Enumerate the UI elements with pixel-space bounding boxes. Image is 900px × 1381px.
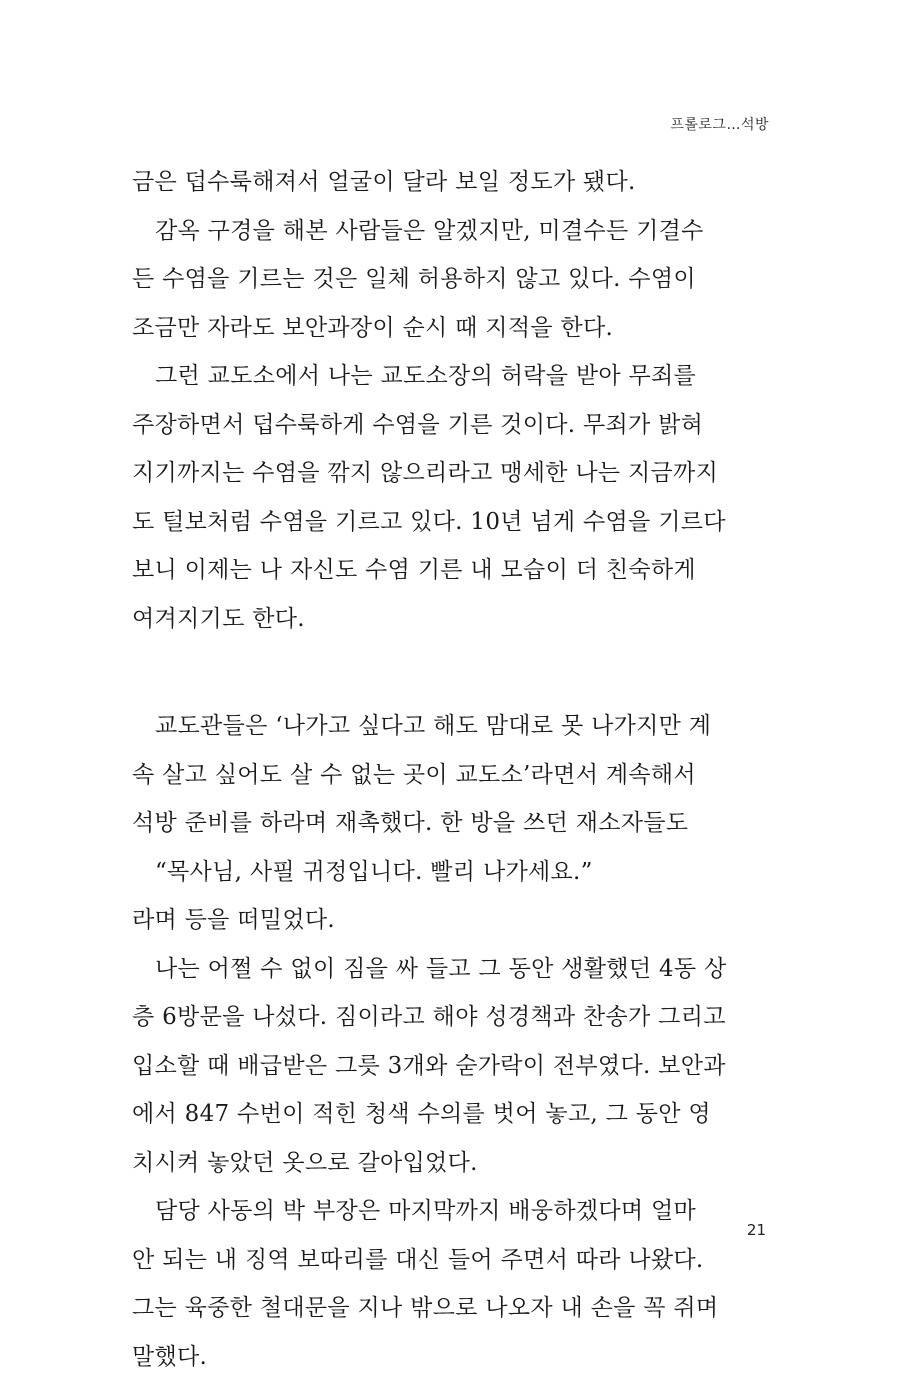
text-line: “목사님, 사필 귀정입니다. 빨리 나가세요.” <box>132 848 772 897</box>
text-line: 금은 덥수룩해져서 얼굴이 달라 보일 정도가 됐다. <box>132 158 772 207</box>
text-line: 그런 교도소에서 나는 교도소장의 허락을 받아 무죄를 <box>132 352 772 401</box>
body-text <box>132 158 772 1381</box>
running-header: 프롤로그…석방 <box>670 114 769 134</box>
page-number: 21 <box>747 1221 766 1239</box>
text-line: 보니 이제는 나 자신도 수염 기른 내 모습이 더 친숙하게 <box>132 546 772 595</box>
text-line: 여겨지기도 한다. <box>132 595 772 644</box>
text-line: 치시켜 놓았던 옷으로 갈아입었다. <box>132 1139 772 1188</box>
text-line: 안 되는 내 징역 보따리를 대신 들어 주면서 따라 나왔다. <box>132 1236 772 1285</box>
text-line: 입소할 때 배급받은 그릇 3개와 숟가락이 전부였다. 보안과 <box>132 1042 772 1091</box>
text-line: 든 수염을 기르는 것은 일체 허용하지 않고 있다. 수염이 <box>132 255 772 304</box>
text-line: 지기까지는 수염을 깎지 않으리라고 맹세한 나는 지금까지 <box>132 449 772 498</box>
text-line: 라며 등을 떠밀었다. <box>132 896 772 945</box>
text-line: 층 6방문을 나섰다. 짐이라고 해야 성경책과 찬송가 그리고 <box>132 993 772 1042</box>
section-gap <box>132 643 772 702</box>
text-line: 석방 준비를 하라며 재촉했다. 한 방을 쓰던 재소자들도 <box>132 799 772 848</box>
text-line: 교도관들은 ‘나가고 싶다고 해도 맘대로 못 나가지만 계 <box>132 702 772 751</box>
text-line: 도 털보처럼 수염을 기르고 있다. 10년 넘게 수염을 기르다 <box>132 498 772 547</box>
text-line: 주장하면서 덥수룩하게 수염을 기른 것이다. 무죄가 밝혀 <box>132 401 772 450</box>
text-line: 조금만 자라도 보안과장이 순시 때 지적을 한다. <box>132 304 772 353</box>
text-line: 그는 육중한 철대문을 지나 밖으로 나오자 내 손을 꼭 쥐며 <box>132 1284 772 1333</box>
text-line: 나는 어쩔 수 없이 짐을 싸 들고 그 동안 생활했던 4동 상 <box>132 945 772 994</box>
text-line: 속 살고 싶어도 살 수 없는 곳이 교도소’라면서 계속해서 <box>132 751 772 800</box>
text-line: 감옥 구경을 해본 사람들은 알겠지만, 미결수든 기결수 <box>132 207 772 256</box>
text-line: 에서 847 수번이 적힌 청색 수의를 벗어 놓고, 그 동안 영 <box>132 1090 772 1139</box>
text-line: 말했다. <box>132 1333 772 1381</box>
text-line: 담당 사동의 박 부장은 마지막까지 배웅하겠다며 얼마 <box>132 1187 772 1236</box>
